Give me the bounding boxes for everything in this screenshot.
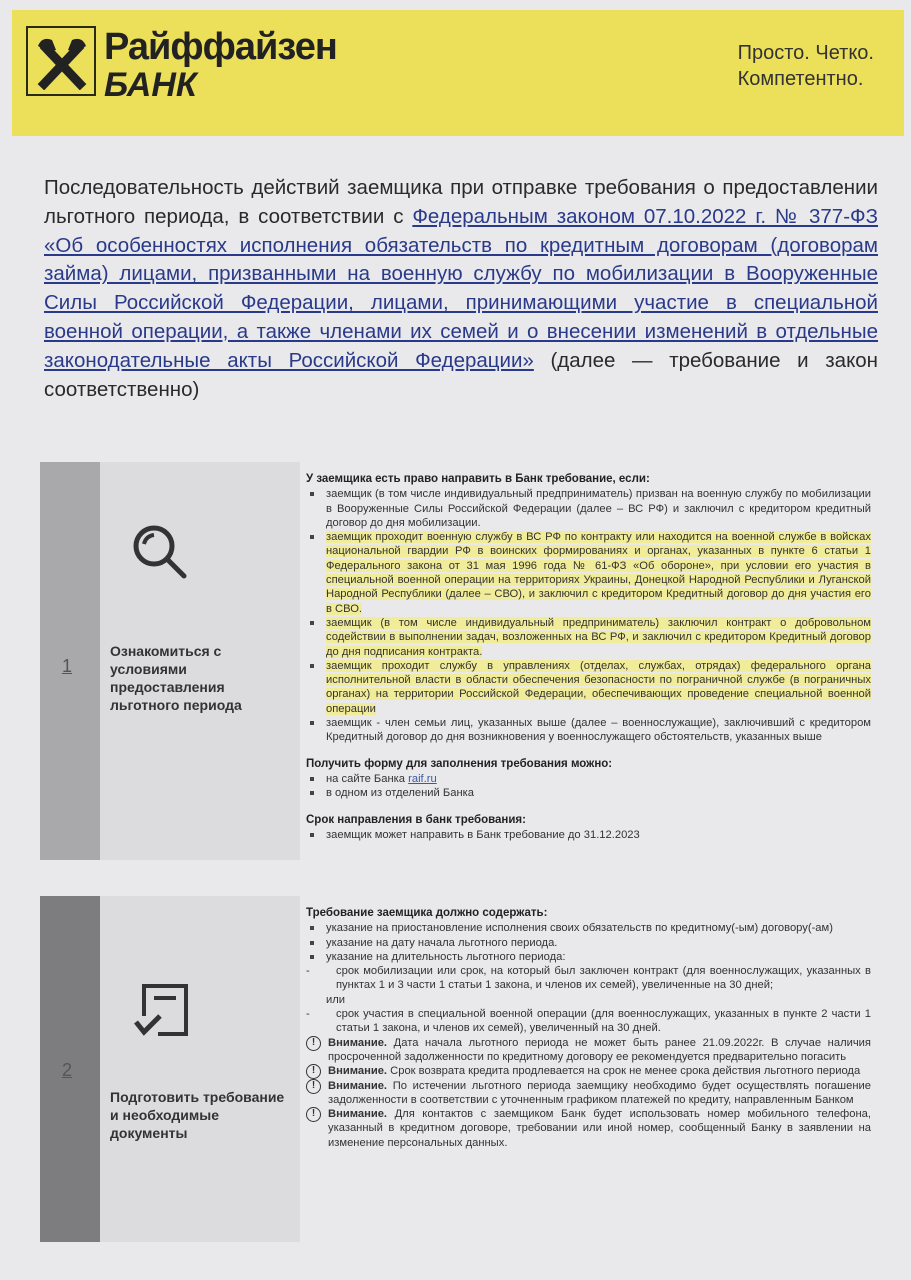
raiffeisen-logo-icon xyxy=(26,26,96,96)
duration-option: - срок участия в специальной военной операции (для военнослужащих, указанных в пункте 2 части 1 статьи 1 закона, и членов их семей), увеличенный на 30 дней. xyxy=(306,1007,871,1036)
requirement-item: указание на приостановление исполнения своих обязательств по кредитному(-ым) договору(-ам) xyxy=(306,921,871,935)
brand-bank-label: БАНК xyxy=(104,66,197,104)
intro-suffix: (далее — требование и закон соответственно) xyxy=(44,348,878,401)
requirement-heading: Требование заемщика должно содержать: xyxy=(306,907,548,919)
step-2-content xyxy=(306,906,871,1150)
deadline-list xyxy=(306,828,871,842)
exclamation-circle-icon: ! xyxy=(306,1079,321,1094)
requirement-item: указание на дату начала льготного периода. xyxy=(306,936,871,950)
eligibility-item: заемщик (в том числе индивидуальный предприниматель) заключил контракт о добровольном содействии в выполнении задач, возложенных на ВС РФ, и заключил с кредитором Кредитный договор до дня подписания контракта. xyxy=(306,616,871,659)
duration-option: - срок мобилизации или срок, на который был заключен контракт (для военнослужащих, указанных в пунктах 1 и 3 части 1 статьи 1 закона, и членов их семей), увеличенные на 30 дней; xyxy=(306,964,871,993)
exclamation-circle-icon: ! xyxy=(306,1036,321,1051)
or-label: или xyxy=(326,993,346,1006)
exclamation-circle-icon: ! xyxy=(306,1064,321,1079)
federal-law-link[interactable]: Федеральным законом 07.10.2022 г. № 377-ФЗ «Об особенностях исполнения обязательств по кредитным договорам (договорам займа) лицами, призванными на военную службу по мобилизации в Вооруженные Силы Российской Федерации, лицами, принимающими участие в специальной военной операции, а также членами их семей и о внесении изменений в отдельные законодательные акты Российской Федерации» xyxy=(44,204,878,372)
eligibility-list xyxy=(306,487,871,744)
eligibility-item: заемщик (в том числе индивидуальный предприниматель) призван на военную службу по мобилизации в Вооруженные Силы Российской Федерации (далее – ВС РФ) и заключил с кредитором кредитный договор до дня мобилизации. xyxy=(306,487,871,530)
warning-item: ! Внимание. По истечении льготного периода заемщику необходимо будет осуществлять погашение задолженности в соответствии с уточненным графиком платежей по кредиту, направленным Банком xyxy=(306,1079,871,1108)
raif-ru-link[interactable]: raif.ru xyxy=(408,772,437,785)
magnifier-icon xyxy=(130,522,190,587)
deadline-heading: Срок направления в банк требования: xyxy=(306,813,526,826)
exclamation-circle-icon: ! xyxy=(306,1107,321,1122)
get-form-item: на сайте Банка raif.ru xyxy=(306,772,871,786)
eligibility-item: заемщик проходит службу в управлениях (отделах, службах, отрядах) федерального органа исполнительной власти в области обеспечения безопасности по пограничной службе (в пограничных органах) на территории Российской Федерации, обеспечивающих проведение специальной военной операции xyxy=(306,659,871,716)
step-2-number: 2 xyxy=(62,1060,73,1080)
warning-item: ! Внимание. Дата начала льготного периода не может быть ранее 21.09.2022г. В случае наличия просроченной задолженности по кредитному договору ее рекомендуется предварительно погасить xyxy=(306,1036,871,1065)
document-check-icon xyxy=(132,980,190,1045)
deadline-item: заемщик может направить в Банк требование до 31.12.2023 xyxy=(306,828,871,842)
get-form-item: в одном из отделений Банка xyxy=(306,786,871,800)
step-1-title: Ознакомиться с условиями предоставления льготного периода xyxy=(110,643,242,713)
requirement-item: указание на длительность льготного периода: xyxy=(306,950,871,964)
get-form-list xyxy=(306,772,871,801)
step-2-panel xyxy=(40,896,300,1242)
step-1-content xyxy=(306,472,871,842)
step-1-panel xyxy=(40,462,300,860)
get-form-heading: Получить форму для заполнения требования можно: xyxy=(306,757,613,770)
slogan-line-2: Компетентно. xyxy=(737,68,864,90)
warning-item: ! Внимание. Срок возврата кредита продлевается на срок не менее срока действия льготного периода xyxy=(306,1064,871,1078)
eligibility-heading: У заемщика есть право направить в Банк требование, если: xyxy=(306,473,650,485)
bank-header xyxy=(12,10,904,136)
slogan xyxy=(738,40,874,92)
eligibility-item: заемщик - член семьи лиц, указанных выше (далее – военнослужащие), заключивший с кредитором Кредитный договор до дня возникновения у военнослужащего обстоятельств, указанных выше xyxy=(306,716,871,745)
brand-name: Райффайзен xyxy=(104,26,337,68)
warning-item: ! Внимание. Для контактов с заемщиком Банк будет использовать номер мобильного телефона, указанный в кредитном договоре, требовании или иной номер, сообщенный Банку в заявлении на изменение персональных данных. xyxy=(306,1107,871,1150)
eligibility-item: заемщик проходит военную службу в ВС РФ по контракту или находится на военной службе в войсках национальной гвардии РФ в воинских формированиях и органах, указанных в пункте 6 статьи 1 Федерального закона от 31 мая 1996 года № 61-ФЗ «Об обороне», при условии его участия в специальной военной операции на территориях Украины, Донецкой Народной Республики и Луганской Народной Республики (далее – СВО), и заключил с кредитором Кредитный договор до дня участия его в СВО. xyxy=(306,530,871,616)
step-1-number: 1 xyxy=(62,656,73,676)
slogan-line-1: Просто. Четко. xyxy=(737,42,874,64)
step-2-title: Подготовить требование и необходимые документы xyxy=(110,1089,285,1141)
requirement-list xyxy=(306,921,871,1035)
intro-text: Последовательность действий заемщика при отправке требования о предоставлении льготного периода, в соответствии с xyxy=(44,176,878,228)
intro-paragraph xyxy=(44,174,878,404)
